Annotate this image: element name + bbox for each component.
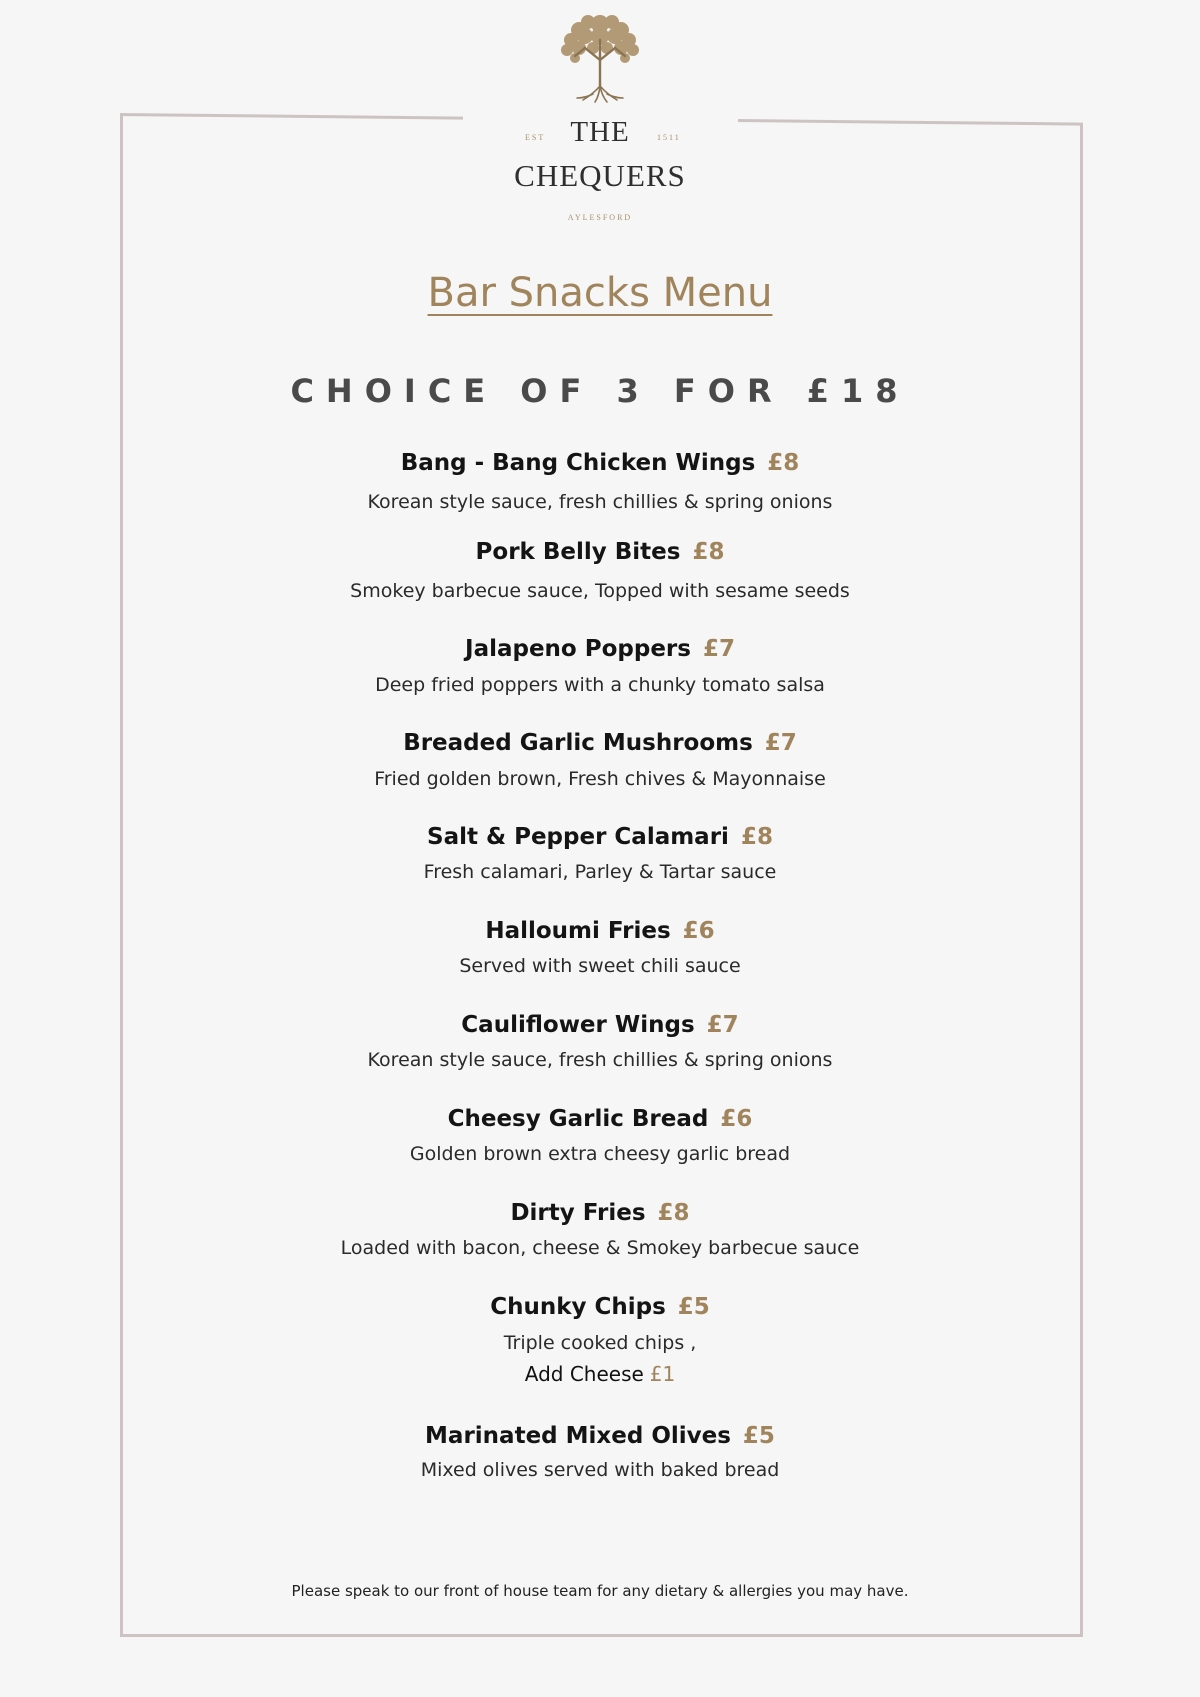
menu-item-description: Golden brown extra cheesy garlic bread: [409, 1143, 791, 1165]
menu-title: Bar Snacks Menu: [427, 270, 773, 316]
menu-item-description: Served with sweet chili sauce: [459, 955, 741, 977]
item-price: £8: [692, 539, 725, 565]
item-name-text: Bang - Bang Chicken Wings: [400, 450, 756, 476]
menu-item-description: Mixed olives served with baked bread: [420, 1459, 780, 1481]
item-name-text: Halloumi Fries: [485, 918, 671, 944]
logo-town-text: AYLESFORD: [567, 213, 633, 222]
item-name-text: Chunky Chips: [490, 1294, 666, 1320]
menu-item-name: [0, 1200, 1200, 1226]
menu-item-description: Smokey barbecue sauce, Topped with sesame seeds: [350, 580, 850, 602]
item-price: £6: [720, 1106, 753, 1132]
menu-item-description: Korean style sauce, fresh chillies & spring onions: [367, 491, 833, 513]
menu-item-name: [0, 1423, 1200, 1449]
menu-item-name: [0, 1294, 1200, 1320]
item-price: £8: [740, 824, 773, 850]
menu-subtitle: CHOICE OF 3 FOR £18: [290, 372, 910, 410]
item-price: £7: [706, 1012, 739, 1038]
menu-item-description: Triple cooked chips ,: [503, 1332, 697, 1354]
menu-item-name: [0, 539, 1200, 565]
addon-text: Add Cheese: [524, 1362, 644, 1386]
addon-price: £1: [649, 1362, 676, 1386]
item-name-text: Jalapeno Poppers: [465, 636, 691, 662]
menu-item-name: [0, 730, 1200, 756]
item-name-text: Cauliflower Wings: [461, 1012, 695, 1038]
menu-item-name: [0, 824, 1200, 850]
menu-item-addon: [0, 1362, 1200, 1386]
logo: [0, 0, 1200, 240]
menu-item-description: Deep fried poppers with a chunky tomato salsa: [375, 674, 825, 696]
menu-item-name: [0, 636, 1200, 662]
logo-est-label: EST: [525, 133, 546, 142]
menu-item-description: Fresh calamari, Parley & Tartar sauce: [423, 861, 777, 883]
item-price: £7: [702, 636, 735, 662]
frame-bottom-border: [120, 1634, 1083, 1637]
logo-the-text: THE: [570, 116, 630, 148]
item-price: £8: [657, 1200, 690, 1226]
menu-item-name: [0, 1106, 1200, 1132]
item-name-text: Breaded Garlic Mushrooms: [403, 730, 753, 756]
item-price: £5: [677, 1294, 710, 1320]
item-name-text: Cheesy Garlic Bread: [447, 1106, 709, 1132]
tree-icon: [555, 8, 645, 104]
logo-name-text: CHEQUERS: [514, 158, 686, 193]
item-name-text: Salt & Pepper Calamari: [427, 824, 729, 850]
logo-year-label: 1511: [657, 133, 681, 142]
item-name-text: Pork Belly Bites: [475, 539, 681, 565]
item-name-text: Dirty Fries: [510, 1200, 646, 1226]
item-price: £6: [682, 918, 715, 944]
menu-item-name: [0, 918, 1200, 944]
item-name-text: Marinated Mixed Olives: [425, 1423, 731, 1449]
item-price: £8: [767, 450, 800, 476]
menu-item-description: Fried golden brown, Fresh chives & Mayonnaise: [374, 768, 826, 790]
item-price: £7: [764, 730, 797, 756]
menu-item-name: [0, 450, 1200, 476]
menu-item-name: [0, 1012, 1200, 1038]
menu-item-description: Loaded with bacon, cheese & Smokey barbecue sauce: [340, 1237, 860, 1259]
item-price: £5: [742, 1423, 775, 1449]
menu-item-description: Korean style sauce, fresh chillies & spring onions: [367, 1049, 833, 1071]
dietary-note: Please speak to our front of house team for any dietary & allergies you may have.: [291, 1582, 909, 1600]
